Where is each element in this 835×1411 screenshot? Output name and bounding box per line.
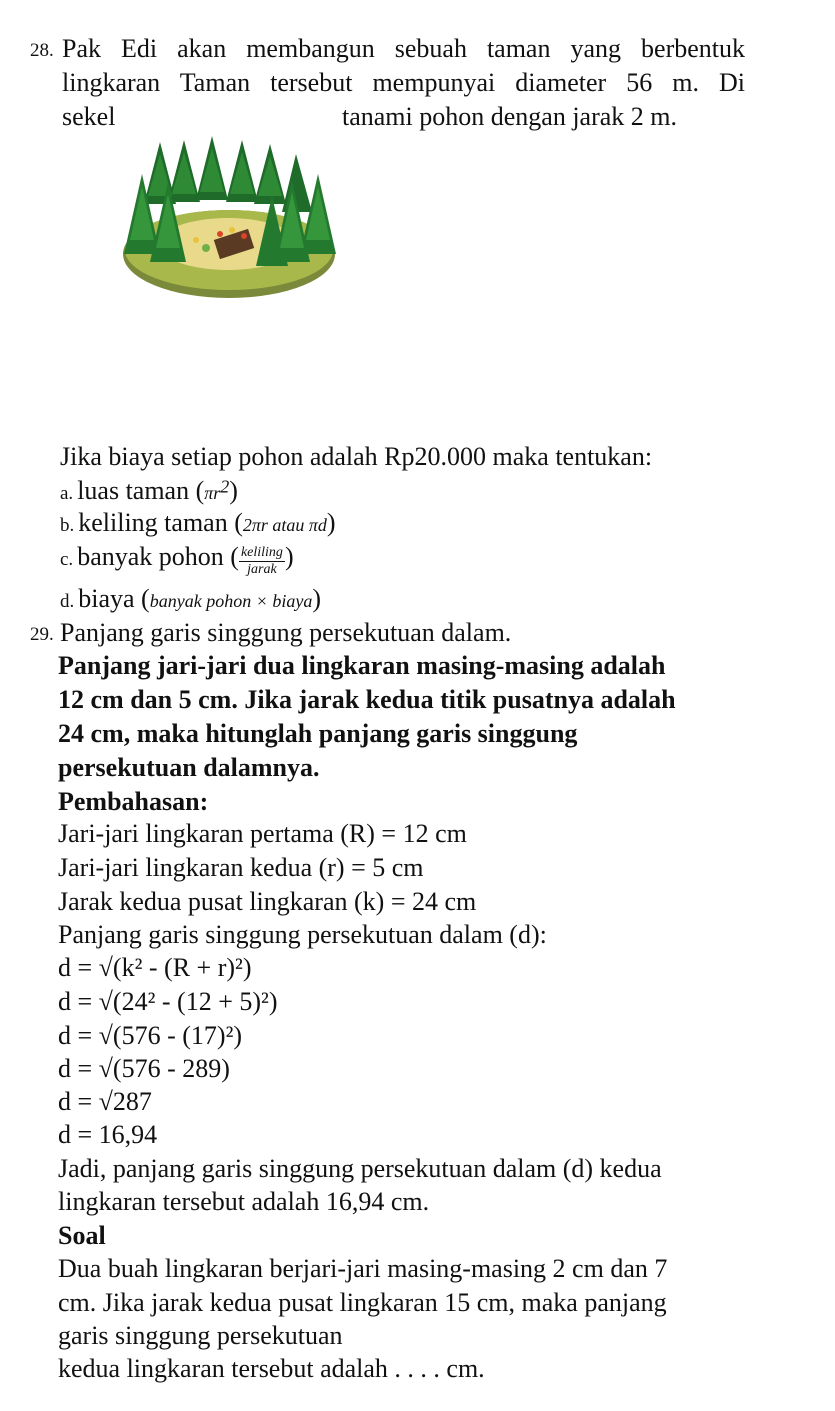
solution-line: d = √(576 - 289) bbox=[58, 1054, 230, 1083]
pembahasan-heading: Pembahasan: bbox=[58, 787, 209, 816]
q29-bold-line-3: 24 cm, maka hitunglah panjang garis singgung bbox=[58, 719, 578, 748]
forest-garden-illustration bbox=[120, 104, 338, 298]
q28-intro: Jika biaya setiap pohon adalah Rp20.000 maka tentukan: bbox=[60, 442, 653, 471]
soal-line: Dua buah lingkaran berjari-jari masing-masing 2 cm dan 7 bbox=[58, 1254, 668, 1283]
item-close: ) bbox=[229, 476, 238, 505]
item-formula: banyak pohon × biaya bbox=[149, 591, 313, 611]
solution-line: d = √287 bbox=[58, 1087, 152, 1116]
solution-line: Jari-jari lingkaran kedua (r) = 5 cm bbox=[58, 853, 424, 882]
solution-line: Jadi, panjang garis singgung persekutuan dalam (d) kedua bbox=[58, 1154, 662, 1183]
item-close: ) bbox=[326, 508, 336, 537]
item-letter: b. bbox=[60, 515, 75, 536]
soal-line: garis singgung persekutuan bbox=[58, 1321, 343, 1350]
q28-item-a bbox=[60, 474, 238, 508]
q28-item-d bbox=[60, 582, 321, 616]
q28-line-3-left: sekel bbox=[62, 102, 116, 131]
item-formula: 2πr atau πd bbox=[242, 515, 327, 535]
solution-line: d = √(576 - (17)²) bbox=[58, 1021, 243, 1050]
item-close: ) bbox=[284, 542, 294, 571]
fraction bbox=[239, 545, 285, 578]
soal-heading: Soal bbox=[58, 1221, 106, 1250]
solution-line: Jarak kedua pusat lingkaran (k) = 24 cm bbox=[58, 887, 477, 916]
q29-bold-line-4: persekutuan dalamnya. bbox=[58, 753, 320, 782]
q28-item-b bbox=[60, 506, 336, 540]
solution-line: d = 16,94 bbox=[58, 1120, 158, 1149]
item-close: ) bbox=[312, 584, 322, 613]
item-text: keliling taman ( bbox=[78, 508, 243, 537]
q28-line-1: Pak Edi akan membangun sebuah taman yang berbentuk bbox=[62, 34, 745, 63]
item-letter: a. bbox=[60, 483, 74, 504]
item-formula: πr bbox=[204, 483, 221, 503]
q28-line-2: lingkaran Taman tersebut mempunyai diameter 56 m. Di bbox=[62, 68, 745, 97]
fraction-denominator: jarak bbox=[247, 561, 277, 577]
solution-line: lingkaran tersebut adalah 16,94 cm. bbox=[58, 1187, 430, 1216]
solution-line: d = √(k² - (R + r)²) bbox=[58, 953, 252, 982]
fraction-numerator: keliling bbox=[240, 544, 283, 560]
q28-line-3-right: tanami pohon dengan jarak 2 m. bbox=[342, 102, 678, 131]
q29-title: Panjang garis singgung persekutuan dalam. bbox=[60, 618, 512, 647]
item-letter: c. bbox=[60, 549, 74, 570]
q29-bold-line-2: 12 cm dan 5 cm. Jika jarak kedua titik pusatnya adalah bbox=[58, 685, 676, 714]
soal-line: kedua lingkaran tersebut adalah . . . . cm. bbox=[58, 1354, 485, 1383]
q29-bold-line-1: Panjang jari-jari dua lingkaran masing-masing adalah bbox=[58, 651, 666, 680]
question-28-number: 28. bbox=[30, 40, 54, 61]
item-text: luas taman ( bbox=[77, 476, 205, 505]
solution-line: Panjang garis singgung persekutuan dalam (d): bbox=[58, 920, 547, 949]
solution-line: Jari-jari lingkaran pertama (R) = 12 cm bbox=[58, 819, 467, 848]
q28-item-c bbox=[60, 540, 294, 578]
item-text: banyak pohon ( bbox=[77, 542, 239, 571]
question-29-number: 29. bbox=[30, 624, 54, 645]
solution-line: d = √(24² - (12 + 5)²) bbox=[58, 987, 278, 1016]
item-text: biaya ( bbox=[78, 584, 150, 613]
item-exponent: 2 bbox=[220, 476, 230, 497]
item-letter: d. bbox=[60, 591, 75, 612]
soal-line: cm. Jika jarak kedua pusat lingkaran 15 cm, maka panjang bbox=[58, 1288, 667, 1317]
